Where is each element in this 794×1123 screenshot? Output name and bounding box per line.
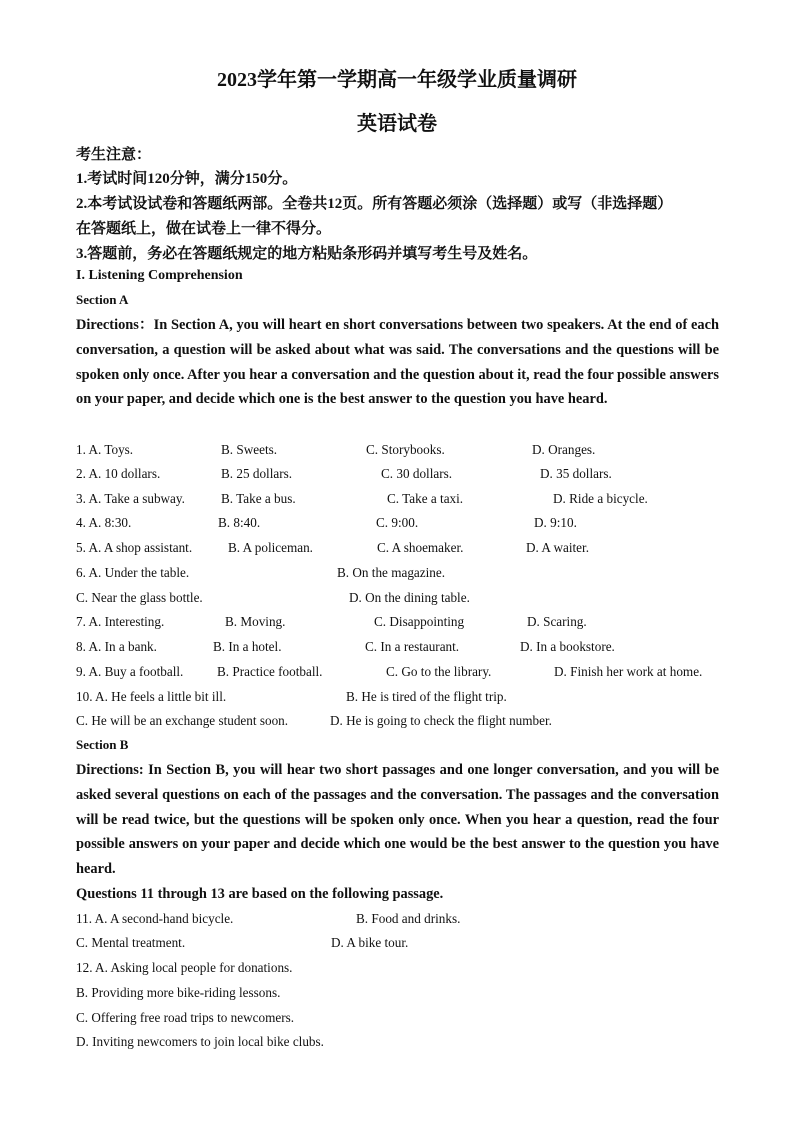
notice-item: 2.本考试设试卷和答题纸两部。全卷共12页。所有答题必须涂（选择题）或写（非选择题）	[76, 196, 673, 212]
q10-option-c: C. He will be an exchange student soon.	[76, 713, 289, 728]
q2-option-c: C. 30 dollars.	[381, 466, 453, 481]
q5-option-a: 5. A. A shop assistant.	[76, 540, 193, 555]
q2-option-b: B. 25 dollars.	[221, 466, 293, 481]
q11-option-c: C. Mental treatment.	[76, 935, 186, 950]
q4-option-a: 4. A. 8:30.	[76, 515, 132, 530]
q1-option-d: D. Oranges.	[532, 442, 596, 457]
q3-option-b: B. Take a bus.	[221, 491, 296, 506]
q8-option-a: 8. A. In a bank.	[76, 639, 157, 654]
section-a-heading: Section A	[76, 292, 129, 307]
exam-title: 2023学年第一学期高一年级学业质量调研	[217, 69, 577, 91]
q3-option-a: 3. A. Take a subway.	[76, 491, 185, 506]
q6-option-c: C. Near the glass bottle.	[76, 590, 203, 605]
q1-option-b: B. Sweets.	[221, 442, 278, 457]
q6-option-b: B. On the magazine.	[337, 565, 446, 580]
q8-option-b: B. In a hotel.	[213, 639, 282, 654]
q10-option-a: 10. A. He feels a little bit ill.	[76, 689, 227, 704]
q11-option-b: B. Food and drinks.	[356, 911, 461, 926]
notice-item: 在答题纸上，做在试卷上一律不得分。	[76, 221, 332, 237]
notice-item: 3.答题前，务必在答题纸规定的地方粘贴条形码并填写考生号及姓名。	[76, 246, 538, 262]
section-b-heading: Section B	[76, 737, 129, 752]
q2-option-d: D. 35 dollars.	[540, 466, 612, 481]
q12-option-b: B. Providing more bike-riding lessons.	[76, 985, 281, 1000]
q8-option-c: C. In a restaurant.	[365, 639, 460, 654]
q11-option-a: 11. A. A second-hand bicycle.	[76, 911, 234, 926]
section-a-directions: Directions：In Section A, you will heart en short conversations between two speakers. At the end of each conversation, a question will be asked about what was said. The conversations and the questions will be spoken only once. After you hear a conversation and the question about it, read the four possible answers on your paper, and decide which one is the best answer to the question you have heard.	[76, 317, 719, 408]
q4-option-d: D. 9:10.	[534, 515, 577, 530]
q7-option-d: D. Scaring.	[527, 614, 587, 629]
q12-option-c: C. Offering free road trips to newcomers.	[76, 1010, 295, 1025]
q4-option-b: B. 8:40.	[218, 515, 261, 530]
q7-option-c: C. Disappointing	[374, 614, 465, 629]
exam-subtitle: 英语试卷	[357, 113, 437, 135]
q9-option-c: C. Go to the library.	[386, 664, 492, 679]
q6-option-d: D. On the dining table.	[349, 590, 470, 605]
q5-option-b: B. A policeman.	[228, 540, 313, 555]
part-heading: I. Listening Comprehension	[76, 268, 243, 283]
q1-option-a: 1. A. Toys.	[76, 442, 134, 457]
q8-option-d: D. In a bookstore.	[520, 639, 615, 654]
q2-option-a: 2. A. 10 dollars.	[76, 466, 161, 481]
question-group-heading: Questions 11 through 13 are based on the following passage.	[76, 886, 444, 902]
q3-option-d: D. Ride a bicycle.	[553, 491, 648, 506]
notice-item: 1.考试时间120分钟，满分150分。	[76, 171, 298, 187]
q12-option-a: 12. A. Asking local people for donations.	[76, 960, 293, 975]
q9-option-a: 9. A. Buy a football.	[76, 664, 184, 679]
q9-option-d: D. Finish her work at home.	[554, 664, 703, 679]
q5-option-d: D. A waiter.	[526, 540, 589, 555]
q1-option-c: C. Storybooks.	[366, 442, 445, 457]
q3-option-c: C. Take a taxi.	[387, 491, 464, 506]
q11-option-d: D. A bike tour.	[331, 935, 409, 950]
q4-option-c: C. 9:00.	[376, 515, 419, 530]
q7-option-a: 7. A. Interesting.	[76, 614, 165, 629]
q7-option-b: B. Moving.	[225, 614, 286, 629]
q10-option-b: B. He is tired of the flight trip.	[346, 689, 507, 704]
section-b-directions: Directions: In Section B, you will hear two short passages and one longer conversation, and you will be asked several questions on each of the passages and the conversation. The passages and the conversation will be read twice, but the questions will be spoken only once. When you hear a question, read the four possible answers on your paper and decide which one would be the best answer to the question you have heard.	[76, 762, 719, 878]
q9-option-b: B. Practice football.	[217, 664, 323, 679]
notice-heading: 考生注意：	[76, 147, 152, 163]
q10-option-d: D. He is going to check the flight number.	[330, 713, 552, 728]
q6-option-a: 6. A. Under the table.	[76, 565, 190, 580]
q12-option-d: D. Inviting newcomers to join local bike clubs.	[76, 1034, 324, 1049]
q5-option-c: C. A shoemaker.	[377, 540, 464, 555]
